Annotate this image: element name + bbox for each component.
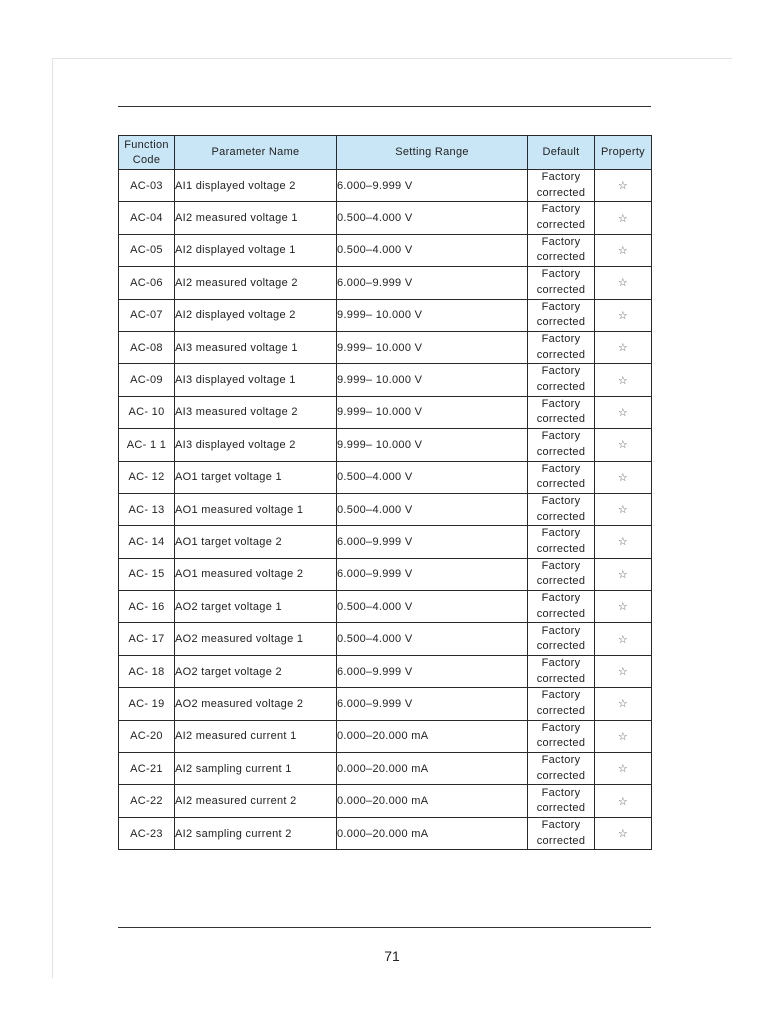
default-line1: Factory xyxy=(541,592,581,605)
default-cell xyxy=(528,817,595,849)
default-line1: Factory xyxy=(541,462,581,475)
setting-range-cell: 6.000–9.999 V xyxy=(337,558,528,590)
property-star-icon: ☆ xyxy=(595,623,652,655)
default-line2: corrected xyxy=(536,186,586,199)
property-star-icon: ☆ xyxy=(595,396,652,428)
function-code-cell: AC- 18 xyxy=(119,655,175,687)
setting-range-cell: 0.500–4.000 V xyxy=(337,591,528,623)
function-code-cell: AC- 1 1 xyxy=(119,429,175,461)
parameter-name-cell: AI3 measured voltage 1 xyxy=(175,331,337,363)
default-cell xyxy=(528,785,595,817)
function-code-cell: AC-21 xyxy=(119,753,175,785)
table-row xyxy=(119,331,652,363)
setting-range-cell: 0.000–20.000 mA xyxy=(337,785,528,817)
default-cell xyxy=(528,720,595,752)
default-cell xyxy=(528,364,595,396)
default-line1: Factory xyxy=(541,527,581,540)
function-code-cell: AC-07 xyxy=(119,299,175,331)
default-cell xyxy=(528,234,595,266)
property-star-icon: ☆ xyxy=(595,526,652,558)
header-default: Default xyxy=(528,136,595,170)
table-header-row xyxy=(119,136,652,170)
header-property: Property xyxy=(595,136,652,170)
table-row xyxy=(119,688,652,720)
table-row xyxy=(119,623,652,655)
table-row xyxy=(119,753,652,785)
default-cell xyxy=(528,170,595,202)
property-star-icon: ☆ xyxy=(595,558,652,590)
default-line1: Factory xyxy=(541,235,581,248)
parameter-name-cell: AO1 target voltage 2 xyxy=(175,526,337,558)
function-code-cell: AC- 14 xyxy=(119,526,175,558)
default-cell xyxy=(528,396,595,428)
default-line2: corrected xyxy=(536,542,586,555)
default-cell xyxy=(528,558,595,590)
property-star-icon: ☆ xyxy=(595,817,652,849)
table-row xyxy=(119,429,652,461)
default-line2: corrected xyxy=(536,478,586,491)
property-star-icon: ☆ xyxy=(595,267,652,299)
table-row xyxy=(119,655,652,687)
property-star-icon: ☆ xyxy=(595,429,652,461)
property-star-icon: ☆ xyxy=(595,591,652,623)
parameter-name-cell: AO1 target voltage 1 xyxy=(175,461,337,493)
default-line1: Factory xyxy=(541,397,581,410)
table-row xyxy=(119,493,652,525)
parameter-name-cell: AI3 displayed voltage 1 xyxy=(175,364,337,396)
default-line1: Factory xyxy=(541,786,581,799)
default-line2: corrected xyxy=(536,219,586,232)
property-star-icon: ☆ xyxy=(595,688,652,720)
property-star-icon: ☆ xyxy=(595,655,652,687)
setting-range-cell: 6.000–9.999 V xyxy=(337,526,528,558)
function-code-cell: AC- 12 xyxy=(119,461,175,493)
header-setting-range: Setting Range xyxy=(337,136,528,170)
default-line2: corrected xyxy=(536,672,586,685)
default-cell xyxy=(528,429,595,461)
setting-range-cell: 0.500–4.000 V xyxy=(337,234,528,266)
parameter-name-cell: AI2 measured voltage 1 xyxy=(175,202,337,234)
table-body xyxy=(119,170,652,850)
default-cell xyxy=(528,688,595,720)
table-row xyxy=(119,202,652,234)
setting-range-cell: 0.000–20.000 mA xyxy=(337,817,528,849)
parameter-name-cell: AO2 measured voltage 1 xyxy=(175,623,337,655)
parameter-name-cell: AO1 measured voltage 1 xyxy=(175,493,337,525)
function-code-cell: AC-23 xyxy=(119,817,175,849)
default-line1: Factory xyxy=(541,268,581,281)
default-line2: corrected xyxy=(536,737,586,750)
default-line2: corrected xyxy=(536,445,586,458)
parameter-name-cell: AI1 displayed voltage 2 xyxy=(175,170,337,202)
function-code-cell: AC-03 xyxy=(119,170,175,202)
default-line2: corrected xyxy=(536,381,586,394)
default-line2: corrected xyxy=(536,283,586,296)
default-line2: corrected xyxy=(536,834,586,847)
property-star-icon: ☆ xyxy=(595,331,652,363)
default-line1: Factory xyxy=(541,559,581,572)
parameter-name-cell: AI2 displayed voltage 1 xyxy=(175,234,337,266)
parameter-name-cell: AI2 measured current 2 xyxy=(175,785,337,817)
parameter-name-cell: AI2 measured voltage 2 xyxy=(175,267,337,299)
parameter-name-cell: AO2 target voltage 2 xyxy=(175,655,337,687)
table-row xyxy=(119,299,652,331)
setting-range-cell: 9.999– 10.000 V xyxy=(337,429,528,461)
page-number: 71 xyxy=(384,948,400,964)
parameter-name-cell: AO1 measured voltage 2 xyxy=(175,558,337,590)
function-code-cell: AC-20 xyxy=(119,720,175,752)
setting-range-cell: 0.500–4.000 V xyxy=(337,202,528,234)
default-cell xyxy=(528,753,595,785)
table-row xyxy=(119,558,652,590)
function-code-cell: AC-05 xyxy=(119,234,175,266)
default-line2: corrected xyxy=(536,640,586,653)
table-row xyxy=(119,267,652,299)
default-line2: corrected xyxy=(536,510,586,523)
property-star-icon: ☆ xyxy=(595,753,652,785)
setting-range-cell: 6.000–9.999 V xyxy=(337,688,528,720)
default-line1: Factory xyxy=(541,203,581,216)
function-code-cell: AC-06 xyxy=(119,267,175,299)
default-line2: corrected xyxy=(536,575,586,588)
property-star-icon: ☆ xyxy=(595,720,652,752)
parameter-name-cell: AI3 measured voltage 2 xyxy=(175,396,337,428)
default-line2: corrected xyxy=(536,704,586,717)
parameter-name-cell: AI2 measured current 1 xyxy=(175,720,337,752)
default-line1: Factory xyxy=(541,300,581,313)
default-cell xyxy=(528,299,595,331)
default-cell xyxy=(528,591,595,623)
setting-range-cell: 0.500–4.000 V xyxy=(337,461,528,493)
parameter-name-cell: AI2 displayed voltage 2 xyxy=(175,299,337,331)
header-function-code xyxy=(119,136,175,170)
default-line2: corrected xyxy=(536,316,586,329)
function-code-cell: AC- 19 xyxy=(119,688,175,720)
function-code-cell: AC- 10 xyxy=(119,396,175,428)
default-line2: corrected xyxy=(536,251,586,264)
function-code-cell: AC- 13 xyxy=(119,493,175,525)
default-line1: Factory xyxy=(541,624,581,637)
parameter-name-cell: AI3 displayed voltage 2 xyxy=(175,429,337,461)
default-cell xyxy=(528,526,595,558)
default-line2: corrected xyxy=(536,413,586,426)
function-code-cell: AC- 16 xyxy=(119,591,175,623)
default-cell xyxy=(528,655,595,687)
parameter-table xyxy=(118,135,652,850)
default-line2: corrected xyxy=(536,607,586,620)
table-row xyxy=(119,785,652,817)
default-line1: Factory xyxy=(541,818,581,831)
setting-range-cell: 9.999– 10.000 V xyxy=(337,299,528,331)
function-code-cell: AC-09 xyxy=(119,364,175,396)
setting-range-cell: 6.000–9.999 V xyxy=(337,170,528,202)
default-line1: Factory xyxy=(541,721,581,734)
property-star-icon: ☆ xyxy=(595,493,652,525)
footer-rule xyxy=(118,927,651,928)
setting-range-cell: 0.000–20.000 mA xyxy=(337,720,528,752)
function-code-cell: AC- 15 xyxy=(119,558,175,590)
default-line1: Factory xyxy=(541,754,581,767)
default-line2: corrected xyxy=(536,769,586,782)
default-cell xyxy=(528,461,595,493)
function-code-cell: AC-08 xyxy=(119,331,175,363)
property-star-icon: ☆ xyxy=(595,461,652,493)
table-row xyxy=(119,461,652,493)
setting-range-cell: 9.999– 10.000 V xyxy=(337,396,528,428)
header-code-line2: Code xyxy=(132,153,161,166)
default-line1: Factory xyxy=(541,656,581,669)
property-star-icon: ☆ xyxy=(595,785,652,817)
table-row xyxy=(119,526,652,558)
default-cell xyxy=(528,623,595,655)
parameter-name-cell: AO2 target voltage 1 xyxy=(175,591,337,623)
setting-range-cell: 0.000–20.000 mA xyxy=(337,753,528,785)
property-star-icon: ☆ xyxy=(595,364,652,396)
parameter-name-cell: AI2 sampling current 1 xyxy=(175,753,337,785)
setting-range-cell: 0.500–4.000 V xyxy=(337,493,528,525)
setting-range-cell: 9.999– 10.000 V xyxy=(337,364,528,396)
function-code-cell: AC-22 xyxy=(119,785,175,817)
default-line1: Factory xyxy=(541,494,581,507)
default-cell xyxy=(528,331,595,363)
header-parameter-name: Parameter Name xyxy=(175,136,337,170)
parameter-name-cell: AI2 sampling current 2 xyxy=(175,817,337,849)
property-star-icon: ☆ xyxy=(595,234,652,266)
setting-range-cell: 0.500–4.000 V xyxy=(337,623,528,655)
table-row xyxy=(119,817,652,849)
table-row xyxy=(119,720,652,752)
header-code-line1: Function xyxy=(124,138,169,151)
header-rule xyxy=(118,106,651,107)
setting-range-cell: 6.000–9.999 V xyxy=(337,267,528,299)
default-line1: Factory xyxy=(541,333,581,346)
property-star-icon: ☆ xyxy=(595,299,652,331)
default-cell xyxy=(528,202,595,234)
function-code-cell: AC- 17 xyxy=(119,623,175,655)
table-row xyxy=(119,364,652,396)
setting-range-cell: 6.000–9.999 V xyxy=(337,655,528,687)
function-code-cell: AC-04 xyxy=(119,202,175,234)
default-line1: Factory xyxy=(541,689,581,702)
default-cell xyxy=(528,267,595,299)
table-row xyxy=(119,234,652,266)
setting-range-cell: 9.999– 10.000 V xyxy=(337,331,528,363)
property-star-icon: ☆ xyxy=(595,170,652,202)
parameter-name-cell: AO2 measured voltage 2 xyxy=(175,688,337,720)
default-line1: Factory xyxy=(541,430,581,443)
table-row xyxy=(119,170,652,202)
default-cell xyxy=(528,493,595,525)
table-row xyxy=(119,396,652,428)
default-line2: corrected xyxy=(536,802,586,815)
default-line1: Factory xyxy=(541,171,581,184)
default-line1: Factory xyxy=(541,365,581,378)
table-row xyxy=(119,591,652,623)
default-line2: corrected xyxy=(536,348,586,361)
property-star-icon: ☆ xyxy=(595,202,652,234)
